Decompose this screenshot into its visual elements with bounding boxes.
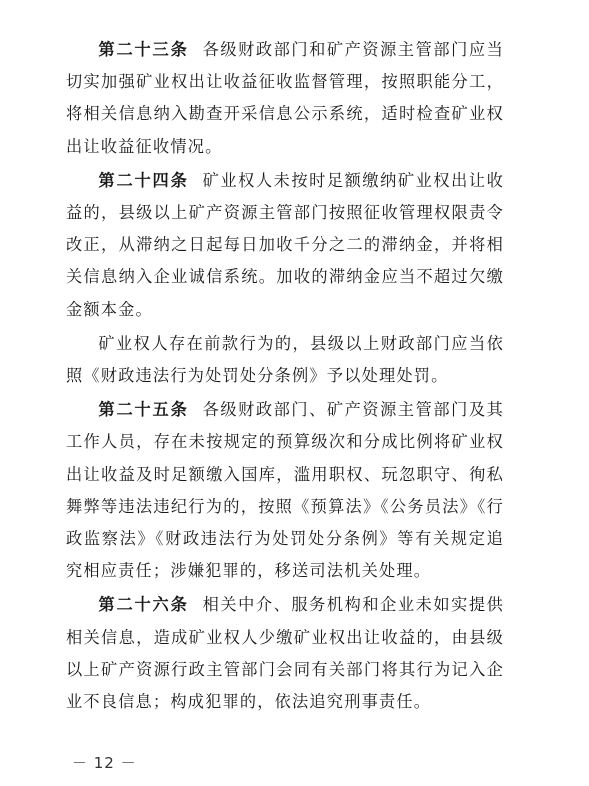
- article-text: 各级财政部门、矿产资源主管部门及其工作人员，存在未按规定的预算级次和分成比例将矿业权出让收益及时足额缴入国库，滥用职权、玩忽职守、徇私舞弊等违法违纪行为的，按照《预算法》《公务员法》《行政监察法》《财政违法行为处罚处分条例》等有关规定追究相应责任；涉嫌犯罪的，移送司法机关处理。: [66, 400, 505, 581]
- page-number: － 12 －: [72, 754, 137, 772]
- article-number: 第二十四条: [98, 170, 189, 190]
- document-body: [66, 34, 504, 718]
- article-25-paragraph: [66, 394, 504, 587]
- article-23-paragraph: [66, 34, 504, 163]
- article-text: 矿业权人未按时足额缴纳矿业权出让收益的，县级以上矿产资源主管部门按照征收管理权限责令改正，从滞纳之日起每日加收千分之二的滞纳金，并将相关信息纳入企业诚信系统。加收的滞纳金应当不超过欠缴金额本金。: [66, 170, 505, 319]
- article-text: 矿业权人存在前款行为的，县级以上财政部门应当依照《财政违法行为处罚处分条例》予以处理处罚。: [66, 333, 504, 386]
- article-text: 各级财政部门和矿产资源主管部门应当切实加强矿业权出让收益征收监督管理，按照职能分工，将相关信息纳入勘查开采信息公示系统，适时检查矿业权出让收益征收情况。: [66, 40, 505, 156]
- article-26-paragraph: [66, 589, 504, 718]
- article-number: 第二十三条: [98, 40, 189, 59]
- article-text: 相关中介、服务机构和企业未如实提供相关信息，造成矿业权人少缴矿业权出让收益的，由县级以上矿产资源行政主管部门会同有关部门将其行为记入企业不良信息；构成犯罪的，依法追究刑事责任。: [66, 595, 505, 712]
- article-number: 第二十六条: [98, 595, 189, 615]
- article-24-subparagraph: [66, 328, 504, 392]
- article-number: 第二十五条: [98, 400, 189, 420]
- article-24-paragraph: [66, 165, 504, 326]
